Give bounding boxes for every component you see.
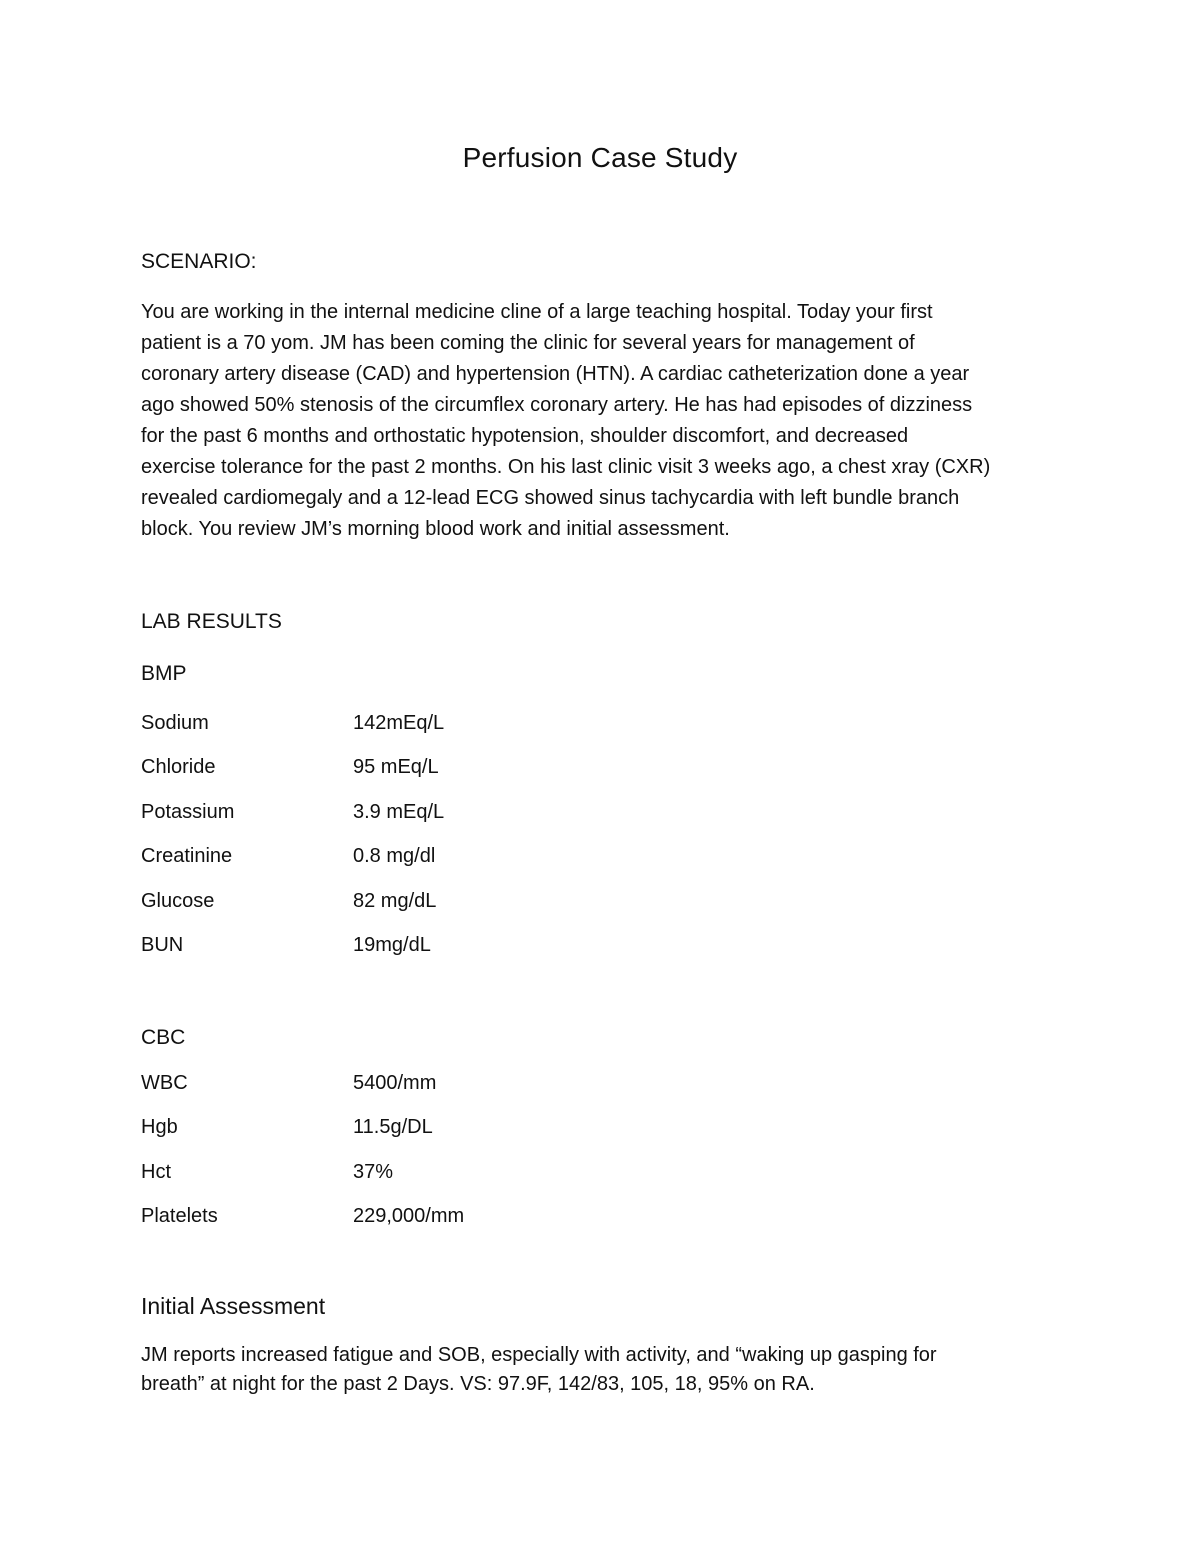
lab-value: 95 mEq/L: [353, 756, 439, 778]
lab-name: Chloride: [141, 756, 216, 778]
lab-value: 37%: [353, 1161, 394, 1183]
lab-name: Hgb: [141, 1116, 178, 1138]
lab-name: Glucose: [141, 890, 215, 912]
lab-name: Creatinine: [141, 845, 233, 867]
scenario-line: You are working in the internal medicine cline of a large teaching hospital. Today your first: [141, 301, 933, 323]
lab-name: Sodium: [141, 712, 209, 734]
lab-name: Platelets: [141, 1205, 218, 1227]
assessment-line: breath” at night for the past 2 Days. VS: 97.9F, 142/83, 105, 18, 95% on RA.: [141, 1373, 815, 1395]
lab-value: 229,000/mm: [353, 1205, 465, 1227]
lab-value: 5400/mm: [353, 1072, 437, 1094]
scenario-line: exercise tolerance for the past 2 months. On his last clinic visit 3 weeks ago, a chest xray (CXR): [141, 456, 991, 478]
scenario-heading: SCENARIO:: [141, 250, 257, 273]
lab-value: 82 mg/dL: [353, 890, 437, 912]
cbc-heading: CBC: [141, 1026, 186, 1049]
initial-assessment-paragraph: [141, 1341, 1061, 1399]
assessment-line: JM reports increased fatigue and SOB, especially with activity, and “waking up gasping for: [141, 1344, 937, 1366]
lab-value: 0.8 mg/dl: [353, 845, 436, 867]
lab-value: 142mEq/L: [353, 712, 445, 734]
scenario-line: revealed cardiomegaly and a 12-lead ECG showed sinus tachycardia with left bundle branch: [141, 487, 960, 509]
lab-name: WBC: [141, 1072, 188, 1094]
lab-name: Hct: [141, 1161, 171, 1183]
scenario-line: ago showed 50% stenosis of the circumflex coronary artery. He has had episodes of dizziness: [141, 394, 973, 416]
scenario-line: block. You review JM’s morning blood work and initial assessment.: [141, 518, 730, 540]
lab-value: 19mg/dL: [353, 934, 431, 956]
lab-value: 3.9 mEq/L: [353, 801, 445, 823]
scenario-paragraph: [141, 297, 1061, 545]
lab-results-heading: LAB RESULTS: [141, 610, 282, 633]
bmp-heading: BMP: [141, 662, 187, 685]
document-title: Perfusion Case Study: [462, 142, 738, 173]
initial-assessment-heading: Initial Assessment: [141, 1293, 326, 1319]
scenario-line: coronary artery disease (CAD) and hypertension (HTN). A cardiac catheterization done a year: [141, 363, 970, 385]
lab-value: 11.5g/DL: [353, 1116, 433, 1138]
lab-name: BUN: [141, 934, 184, 956]
scenario-line: patient is a 70 yom. JM has been coming the clinic for several years for management of: [141, 332, 915, 354]
scenario-line: for the past 6 months and orthostatic hypotension, shoulder discomfort, and decreased: [141, 425, 909, 447]
lab-name: Potassium: [141, 801, 235, 823]
